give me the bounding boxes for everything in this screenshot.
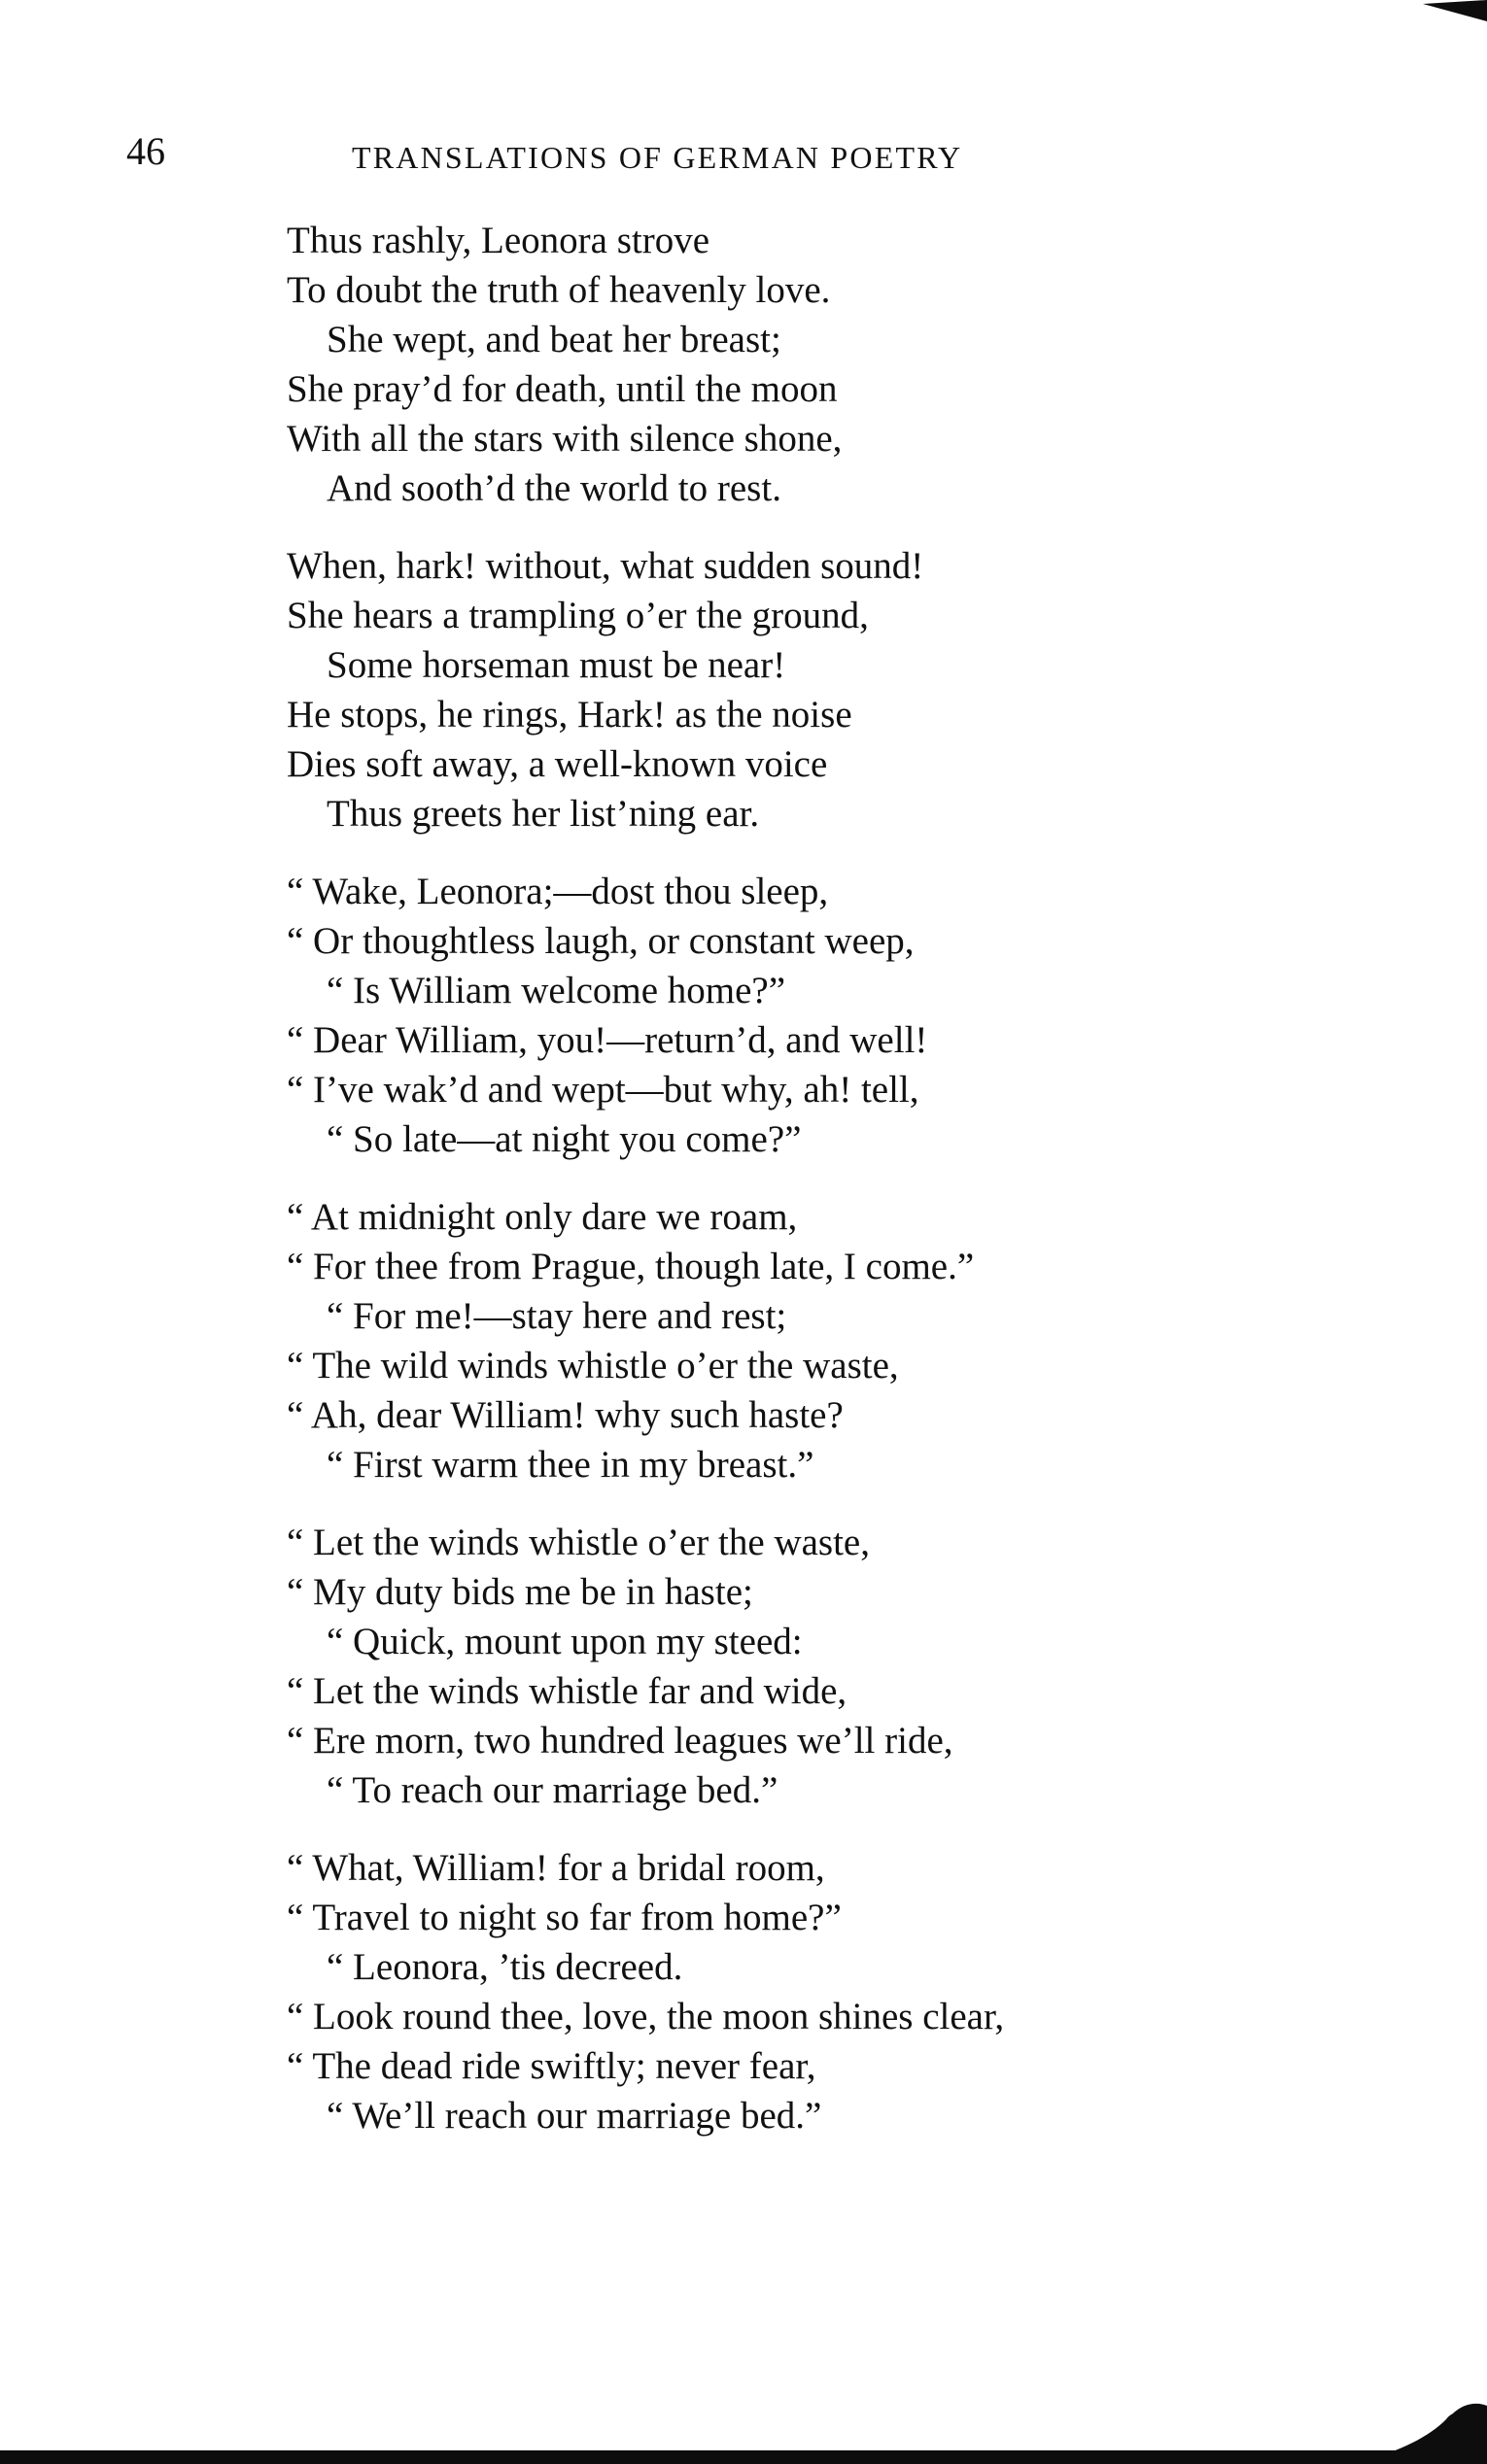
page-bottom-edge [0, 2450, 1487, 2464]
page-number: 46 [126, 129, 165, 173]
poem-line: “ Ah, dear William! why such haste? [287, 1394, 844, 1436]
poem-line: She pray’d for death, until the moon [287, 368, 838, 410]
stanza [287, 867, 1259, 1164]
poem-line: “ The dead ride swiftly; never fear, [287, 2045, 816, 2087]
poem-line: When, hark! without, what sudden sound! [287, 545, 924, 587]
poem-line: “ To reach our marriage bed.” [327, 1769, 778, 1811]
poem-line: She hears a trampling o’er the ground, [287, 595, 869, 636]
poem-line: “ First warm thee in my breast.” [327, 1444, 814, 1486]
poem-line: “ Is William welcome home?” [327, 970, 786, 1011]
poem-line: “ Ere morn, two hundred leagues we’ll ride, [287, 1720, 953, 1762]
poem-line: “ Let the winds whistle far and wide, [287, 1670, 847, 1712]
poem-line: “ Wake, Leonora;—dost thou sleep, [287, 871, 829, 912]
poem-line: With all the stars with silence shone, [287, 418, 843, 460]
poem-line: “ Or thoughtless laugh, or constant weep, [287, 920, 915, 962]
poem-line: “ Travel to night so far from home?” [287, 1897, 842, 1938]
poem-line: “ Quick, mount upon my steed: [327, 1621, 803, 1662]
poem-line: “ I’ve wak’d and wept—but why, ah! tell, [287, 1069, 919, 1111]
stanza [287, 541, 1259, 838]
poem-line: “ Leonora, ’tis decreed. [327, 1946, 683, 1988]
running-head: TRANSLATIONS OF GERMAN POETRY [352, 140, 963, 175]
poem-line: “ My duty bids me be in haste; [287, 1571, 753, 1613]
poem-line: “ We’ll reach our marriage bed.” [327, 2095, 822, 2137]
poem-line: “ Dear William, you!—return’d, and well! [287, 1019, 928, 1061]
poem-line: “ Look round thee, love, the moon shines clear, [287, 1996, 1005, 2037]
poem-line: “ For me!—stay here and rest; [327, 1295, 787, 1337]
stanza [287, 216, 1259, 513]
poem-line: Thus rashly, Leonora strove [287, 220, 710, 261]
poem-line: “ So late—at night you come?” [327, 1118, 802, 1160]
poem-line: “ Let the winds whistle o’er the waste, [287, 1522, 870, 1563]
poem-line: And sooth’d the world to rest. [327, 467, 781, 509]
poem-line: Dies soft away, a well-known voice [287, 743, 828, 785]
poem-line: “ The wild winds whistle o’er the waste, [287, 1345, 899, 1386]
poem-line: To doubt the truth of heavenly love. [287, 269, 831, 311]
stanza [287, 1518, 1259, 1815]
poem-line: “ At midnight only dare we roam, [287, 1196, 798, 1238]
poem-line: She wept, and beat her breast; [327, 319, 781, 360]
stanza [287, 1192, 1259, 1489]
poem-line: Thus greets her list’ning ear. [327, 793, 760, 835]
poem [287, 216, 1259, 2169]
page-tab-top [1423, 0, 1487, 21]
poem-line: “ For thee from Prague, though late, I come.” [287, 1246, 975, 1287]
poem-line: He stops, he rings, Hark! as the noise [287, 694, 852, 736]
stanza [287, 1843, 1259, 2140]
poem-line: Some horseman must be near! [327, 644, 786, 686]
poem-line: “ What, William! for a bridal room, [287, 1847, 825, 1889]
